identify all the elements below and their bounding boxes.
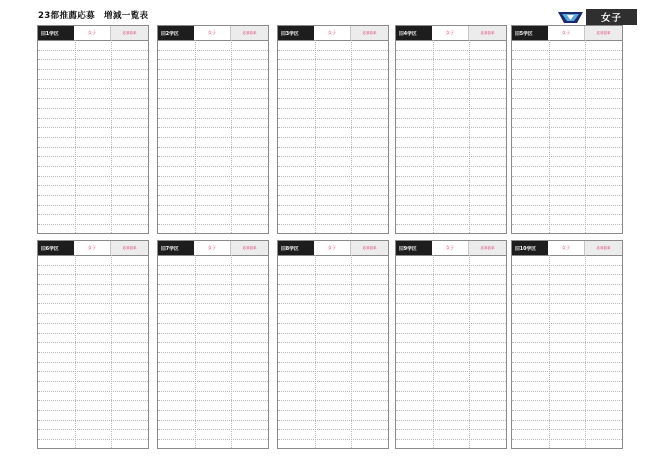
- rate-column-title: 応募倍率: [480, 30, 495, 35]
- school-row: [38, 51, 148, 61]
- school-row: [396, 266, 506, 276]
- school-row: [396, 41, 506, 51]
- school-row: [38, 314, 148, 324]
- school-row: [396, 401, 506, 411]
- school-row: [278, 89, 388, 99]
- school-row: [512, 196, 622, 206]
- rate-column-title: 応募倍率: [596, 245, 611, 250]
- school-row: [158, 363, 268, 373]
- school-row: [278, 372, 388, 382]
- school-row: [278, 51, 388, 61]
- school-row: [158, 60, 268, 70]
- school-row: [38, 70, 148, 80]
- school-row: [158, 295, 268, 305]
- panel-header: [396, 26, 506, 41]
- rate-column-title: 応募倍率: [596, 30, 611, 35]
- school-row: [158, 266, 268, 276]
- district-panel: [277, 25, 389, 234]
- school-row: [158, 353, 268, 363]
- school-row: [512, 206, 622, 216]
- school-row: [396, 215, 506, 225]
- school-row: [278, 148, 388, 158]
- school-row: [38, 157, 148, 167]
- rate-column-header: [585, 241, 622, 255]
- school-row: [158, 41, 268, 51]
- school-row: [278, 70, 388, 80]
- school-row: [38, 343, 148, 353]
- school-row: [158, 225, 268, 234]
- school-row: [396, 60, 506, 70]
- school-row: [158, 285, 268, 295]
- school-row: [158, 80, 268, 90]
- school-row: [38, 206, 148, 216]
- panel-header: [512, 26, 622, 41]
- school-row: [158, 109, 268, 119]
- publisher-logo-icon: [557, 10, 584, 24]
- school-row: [38, 41, 148, 51]
- school-row: [158, 440, 268, 449]
- school-row: [158, 167, 268, 177]
- school-row: [38, 382, 148, 392]
- school-row: [278, 225, 388, 234]
- district-panel: [157, 240, 269, 449]
- rate-column-header: [469, 26, 506, 40]
- school-row: [396, 314, 506, 324]
- school-row: [38, 196, 148, 206]
- district-label: 旧3学区: [278, 26, 314, 40]
- school-row: [158, 196, 268, 206]
- school-row: [158, 411, 268, 421]
- school-row: [278, 99, 388, 109]
- school-row: [38, 186, 148, 196]
- school-row: [158, 304, 268, 314]
- school-row: [278, 109, 388, 119]
- school-row: [158, 275, 268, 285]
- school-row: [38, 430, 148, 440]
- school-row: [512, 148, 622, 158]
- gender-column-label: 女子: [314, 241, 351, 255]
- school-row: [158, 177, 268, 187]
- school-row: [396, 99, 506, 109]
- page-note-right: [398, 6, 502, 26]
- school-row: [158, 70, 268, 80]
- school-row: [396, 411, 506, 421]
- school-row: [38, 109, 148, 119]
- school-row: [512, 411, 622, 421]
- district-label: 旧7学区: [158, 241, 194, 255]
- school-row: [38, 99, 148, 109]
- school-row: [512, 343, 622, 353]
- school-row: [278, 411, 388, 421]
- page-note-left: [276, 6, 396, 26]
- school-row: [396, 440, 506, 449]
- school-row: [38, 421, 148, 431]
- school-row: [512, 353, 622, 363]
- gender-column-label: 女子: [194, 241, 231, 255]
- rate-column-header: [351, 26, 388, 40]
- school-row: [396, 206, 506, 216]
- school-row: [158, 186, 268, 196]
- school-row: [396, 128, 506, 138]
- school-row: [158, 421, 268, 431]
- rate-column-header: [231, 26, 268, 40]
- school-row: [396, 148, 506, 158]
- school-row: [278, 304, 388, 314]
- school-row: [38, 295, 148, 305]
- school-row: [158, 99, 268, 109]
- school-row: [396, 119, 506, 129]
- school-row: [158, 401, 268, 411]
- school-row: [512, 109, 622, 119]
- school-row: [38, 138, 148, 148]
- school-row: [38, 80, 148, 90]
- school-row: [512, 372, 622, 382]
- district-panel: [511, 25, 623, 234]
- school-row: [38, 353, 148, 363]
- school-row: [396, 275, 506, 285]
- school-row: [512, 421, 622, 431]
- school-row: [278, 157, 388, 167]
- school-row: [278, 314, 388, 324]
- school-row: [278, 401, 388, 411]
- rate-column-title: 応募倍率: [480, 245, 495, 250]
- district-panel: [37, 25, 149, 234]
- school-row: [158, 392, 268, 402]
- school-row: [38, 167, 148, 177]
- district-panel: [395, 25, 507, 234]
- school-row: [158, 138, 268, 148]
- district-label: 旧4学区: [396, 26, 432, 40]
- rate-column-title: 応募倍率: [362, 245, 377, 250]
- school-row: [396, 80, 506, 90]
- school-row: [278, 295, 388, 305]
- school-row: [396, 430, 506, 440]
- school-row: [396, 256, 506, 266]
- school-row: [158, 157, 268, 167]
- school-row: [278, 128, 388, 138]
- school-row: [278, 285, 388, 295]
- school-row: [512, 215, 622, 225]
- school-row: [396, 421, 506, 431]
- school-row: [278, 41, 388, 51]
- school-row: [158, 430, 268, 440]
- school-row: [396, 196, 506, 206]
- school-row: [38, 392, 148, 402]
- school-row: [158, 148, 268, 158]
- district-panel: [395, 240, 507, 449]
- rate-column-title: 応募倍率: [362, 30, 377, 35]
- school-row: [396, 382, 506, 392]
- school-row: [38, 334, 148, 344]
- school-row: [158, 314, 268, 324]
- gender-column-label: 女子: [432, 241, 469, 255]
- school-row: [38, 324, 148, 334]
- gender-column-label: 女子: [548, 26, 585, 40]
- rate-column-title: 応募倍率: [122, 245, 137, 250]
- school-row: [278, 196, 388, 206]
- school-row: [158, 51, 268, 61]
- school-row: [158, 334, 268, 344]
- school-row: [512, 89, 622, 99]
- school-row: [38, 119, 148, 129]
- school-row: [38, 372, 148, 382]
- school-row: [38, 148, 148, 158]
- school-row: [278, 167, 388, 177]
- school-row: [278, 177, 388, 187]
- school-row: [158, 372, 268, 382]
- school-row: [512, 430, 622, 440]
- school-row: [278, 256, 388, 266]
- school-row: [158, 343, 268, 353]
- district-label: 旧10学区: [512, 241, 548, 255]
- school-row: [278, 324, 388, 334]
- gender-column-label: 女子: [548, 241, 585, 255]
- school-row: [278, 430, 388, 440]
- panel-header: [278, 26, 388, 41]
- school-row: [512, 157, 622, 167]
- school-row: [396, 225, 506, 234]
- school-row: [158, 89, 268, 99]
- gender-column-label: 女子: [432, 26, 469, 40]
- school-row: [38, 128, 148, 138]
- school-row: [396, 177, 506, 187]
- school-row: [396, 138, 506, 148]
- school-row: [38, 177, 148, 187]
- school-row: [396, 392, 506, 402]
- school-row: [512, 314, 622, 324]
- school-row: [512, 70, 622, 80]
- school-row: [396, 372, 506, 382]
- school-row: [278, 60, 388, 70]
- school-row: [512, 80, 622, 90]
- school-row: [512, 99, 622, 109]
- school-row: [158, 324, 268, 334]
- school-row: [396, 334, 506, 344]
- school-row: [512, 392, 622, 402]
- school-row: [38, 256, 148, 266]
- school-row: [396, 353, 506, 363]
- district-label: 旧9学区: [396, 241, 432, 255]
- rate-column-header: [231, 241, 268, 255]
- school-row: [512, 304, 622, 314]
- gender-badge: 女子: [586, 9, 637, 25]
- school-row: [278, 334, 388, 344]
- school-row: [512, 324, 622, 334]
- school-row: [278, 206, 388, 216]
- school-row: [396, 343, 506, 353]
- school-row: [158, 128, 268, 138]
- rate-column-header: [351, 241, 388, 255]
- panel-header: [158, 241, 268, 256]
- gender-column-label: 女子: [74, 26, 111, 40]
- school-row: [278, 215, 388, 225]
- school-row: [512, 128, 622, 138]
- school-row: [512, 382, 622, 392]
- school-row: [278, 421, 388, 431]
- rate-column-title: 応募倍率: [122, 30, 137, 35]
- school-row: [512, 440, 622, 449]
- school-row: [512, 275, 622, 285]
- school-row: [38, 363, 148, 373]
- school-row: [278, 266, 388, 276]
- school-row: [512, 285, 622, 295]
- school-row: [512, 186, 622, 196]
- gender-column-label: 女子: [74, 241, 111, 255]
- district-panel: [37, 240, 149, 449]
- school-row: [278, 80, 388, 90]
- panel-header: [396, 241, 506, 256]
- rate-column-title: 応募倍率: [242, 30, 257, 35]
- school-row: [38, 440, 148, 449]
- district-label: 旧2学区: [158, 26, 194, 40]
- school-row: [396, 89, 506, 99]
- school-row: [396, 324, 506, 334]
- school-row: [512, 363, 622, 373]
- school-row: [278, 353, 388, 363]
- school-row: [278, 119, 388, 129]
- school-row: [396, 304, 506, 314]
- school-row: [278, 343, 388, 353]
- panel-header: [278, 241, 388, 256]
- school-row: [396, 186, 506, 196]
- school-row: [38, 411, 148, 421]
- panel-header: [158, 26, 268, 41]
- school-row: [396, 363, 506, 373]
- school-row: [512, 295, 622, 305]
- school-row: [278, 275, 388, 285]
- district-panel: [277, 240, 389, 449]
- school-row: [396, 109, 506, 119]
- school-row: [158, 206, 268, 216]
- panel-header: [512, 241, 622, 256]
- school-row: [38, 304, 148, 314]
- rate-column-header: [585, 26, 622, 40]
- school-row: [512, 177, 622, 187]
- school-row: [158, 382, 268, 392]
- gender-column-label: 女子: [194, 26, 231, 40]
- district-label: 旧1学区: [38, 26, 74, 40]
- school-row: [512, 225, 622, 234]
- school-row: [396, 295, 506, 305]
- school-row: [278, 382, 388, 392]
- school-row: [158, 256, 268, 266]
- school-row: [396, 285, 506, 295]
- rate-column-header: [469, 241, 506, 255]
- school-row: [512, 266, 622, 276]
- rate-column-title: 応募倍率: [242, 245, 257, 250]
- district-label: 旧8学区: [278, 241, 314, 255]
- school-row: [512, 138, 622, 148]
- school-row: [278, 138, 388, 148]
- school-row: [396, 70, 506, 80]
- page-title: 23都推薦応募 増減一覧表: [38, 11, 149, 21]
- district-panel: [157, 25, 269, 234]
- school-row: [512, 334, 622, 344]
- school-row: [512, 60, 622, 70]
- school-row: [278, 363, 388, 373]
- school-row: [38, 266, 148, 276]
- school-row: [396, 157, 506, 167]
- school-row: [38, 60, 148, 70]
- school-row: [512, 167, 622, 177]
- gender-column-label: 女子: [314, 26, 351, 40]
- school-row: [158, 215, 268, 225]
- rate-column-header: [111, 26, 148, 40]
- school-row: [38, 401, 148, 411]
- rate-column-header: [111, 241, 148, 255]
- school-row: [396, 167, 506, 177]
- school-row: [278, 186, 388, 196]
- school-row: [512, 119, 622, 129]
- school-row: [38, 89, 148, 99]
- school-row: [512, 51, 622, 61]
- school-row: [38, 285, 148, 295]
- school-row: [512, 41, 622, 51]
- school-row: [512, 401, 622, 411]
- school-row: [38, 215, 148, 225]
- school-row: [38, 275, 148, 285]
- panel-header: [38, 241, 148, 256]
- school-row: [396, 51, 506, 61]
- district-label: 旧6学区: [38, 241, 74, 255]
- school-row: [278, 440, 388, 449]
- district-panel: [511, 240, 623, 449]
- school-row: [38, 225, 148, 234]
- district-label: 旧5学区: [512, 26, 548, 40]
- panel-header: [38, 26, 148, 41]
- school-row: [512, 256, 622, 266]
- school-row: [158, 119, 268, 129]
- school-row: [278, 392, 388, 402]
